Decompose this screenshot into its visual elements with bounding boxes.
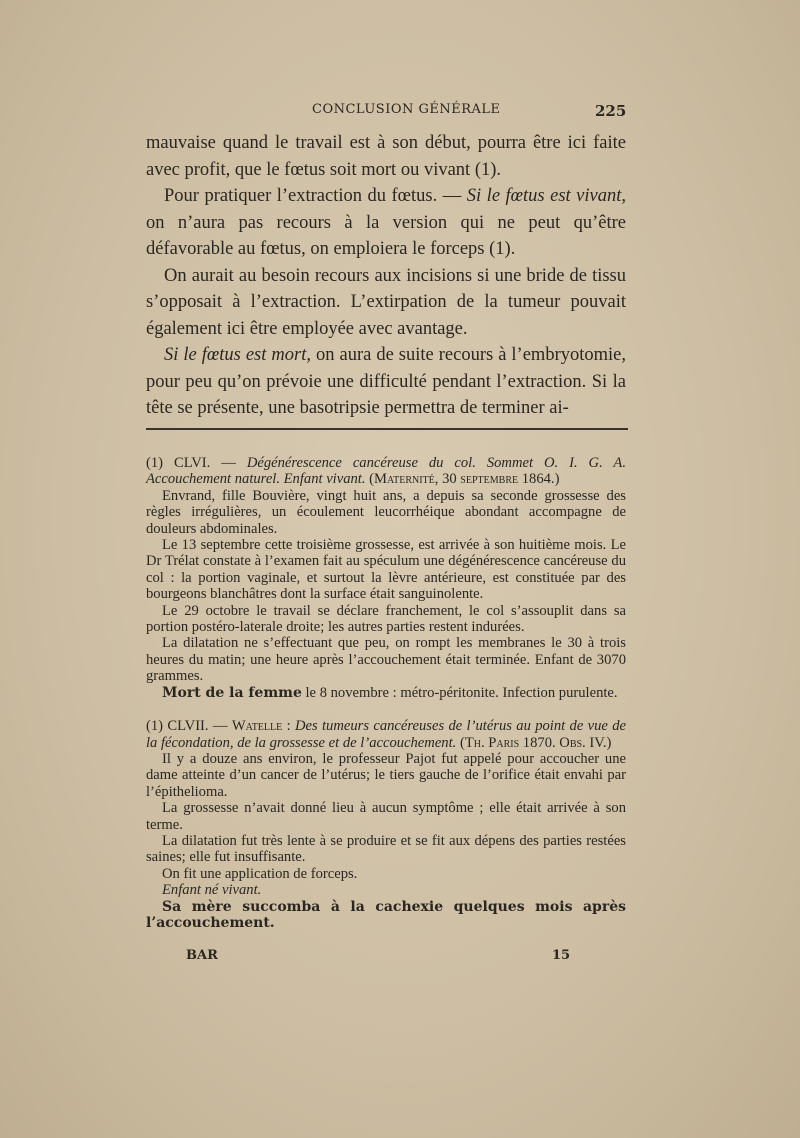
footnote-paragraph: Sa mère succomba à la cachexie quelques mois après l’accouchement. [146, 898, 626, 931]
italic-text: Si le fœtus est mort, [164, 345, 311, 365]
text-span: (Maternité, 30 septembre 1864.) [365, 471, 560, 488]
spacer [146, 701, 626, 718]
running-head [0, 102, 800, 124]
signature-number: 15 [552, 948, 571, 963]
footnote-paragraph: Il y a douze ans environ, le professeur Pajot fut appelé pour accoucher une dame atteinte d’un cancer de l’utérus; le tiers gauche de l’orifice était envahi par l’épithelioma. [146, 750, 626, 800]
italic-text: Enfant né vivant. [162, 882, 262, 899]
footnote-paragraph: La grossesse n’avait donné lieu à aucun symptôme ; elle était arrivée à son terme. [146, 800, 626, 833]
footnote-paragraph: Envrand, fille Bouvière, vingt huit ans, a depuis sa seconde grossesse des règles irrégulières, un écoulement leucorrhéique abondant accompagne de douleurs abdominales. [146, 487, 626, 537]
footnote-rule [146, 428, 628, 430]
text-span: (1) CLVII. — [146, 718, 232, 735]
footnote-paragraph: Le 29 octobre le travail se déclare franchement, le col s’assouplit dans sa portion postéro-laterale droite; les autres parties restent indurées. [146, 602, 626, 636]
bold-text: Mort de la femme [162, 684, 302, 701]
author-name: Watelle [231, 718, 283, 735]
text-span: on n’aura pas recours à la version qui ne peut qu’être défavorable au fœtus, on emploiera le forceps (1). [146, 212, 626, 259]
italic-text: Si le fœtus est vivant, [466, 186, 626, 206]
text-span: Pour pratiquer l’extraction du fœtus. — [164, 186, 467, 206]
footnote-heading [146, 718, 626, 751]
footnotes [146, 455, 626, 931]
footnote-paragraph: La dilatation fut très lente à se produire et se fit aux dépens des parties restées saines; elle fut insuffisante. [146, 832, 626, 866]
footnote-paragraph [146, 685, 626, 701]
text-span: le 8 novembre : métro-péritonite. Infection purulente. [301, 684, 618, 701]
text-span: (1) CLVI. — [146, 455, 247, 471]
footnote-paragraph: Le 13 septembre cette troisième grossesse, est arrivée à son huitième mois. Le Dr Trélat constate à l’examen fait au spéculum une dégénérescence cancéreuse du col : la portion vaginale, et surtout la lèvre antérieure, est constituée par des bourgeons blanchâtres dont la surface était sanguinolente. [146, 537, 626, 603]
page-number: 225 [595, 102, 627, 120]
italic-text: Des tumeurs cancéreuses de l’utérus au point de vue de la fécondation, de la grossesse et de l’accouchement. [146, 718, 626, 751]
main-paragraph [146, 342, 626, 422]
text-span: on aura de suite recours à l’embryotomie, pour peu qu’on prévoie une difficulté pendant l’extraction. Si la tête se présente, une basotripsie permettra de terminer ai- [146, 345, 626, 418]
main-text [146, 130, 626, 422]
signature-line [0, 948, 800, 966]
main-paragraph: mauvaise quand le travail est à son début, pourra être ici faite avec profit, que le fœtus soit mort ou vivant (1). [146, 133, 626, 180]
main-paragraph: On aurait au besoin recours aux incisions si une bride de tissu s’opposait à l’extraction. L’extirpation de la tumeur pouvait également ici être employée avec avantage. [146, 265, 626, 339]
italic-text: Dégénérescence cancéreuse du col. Sommet O. I. G. A. Accouchement naturel. Enfant vivant. [146, 455, 626, 488]
footnote-paragraph: La dilatation ne s’effectuant que peu, on rompt les membranes le 30 à trois heures du matin; une heure après l’accouchement était terminée. Enfant de 3070 grammes. [146, 635, 626, 685]
text-span: (Th. Paris 1870. Obs. IV.) [456, 734, 612, 751]
running-title: CONCLUSION GÉNÉRALE [312, 102, 501, 117]
footnote-paragraph [146, 882, 626, 898]
footnote-paragraph: On fit une application de forceps. [162, 865, 358, 882]
footnote-heading [146, 455, 626, 488]
signature-mark: BAR [186, 948, 218, 963]
main-paragraph [146, 183, 626, 263]
text-span: : [282, 718, 295, 735]
